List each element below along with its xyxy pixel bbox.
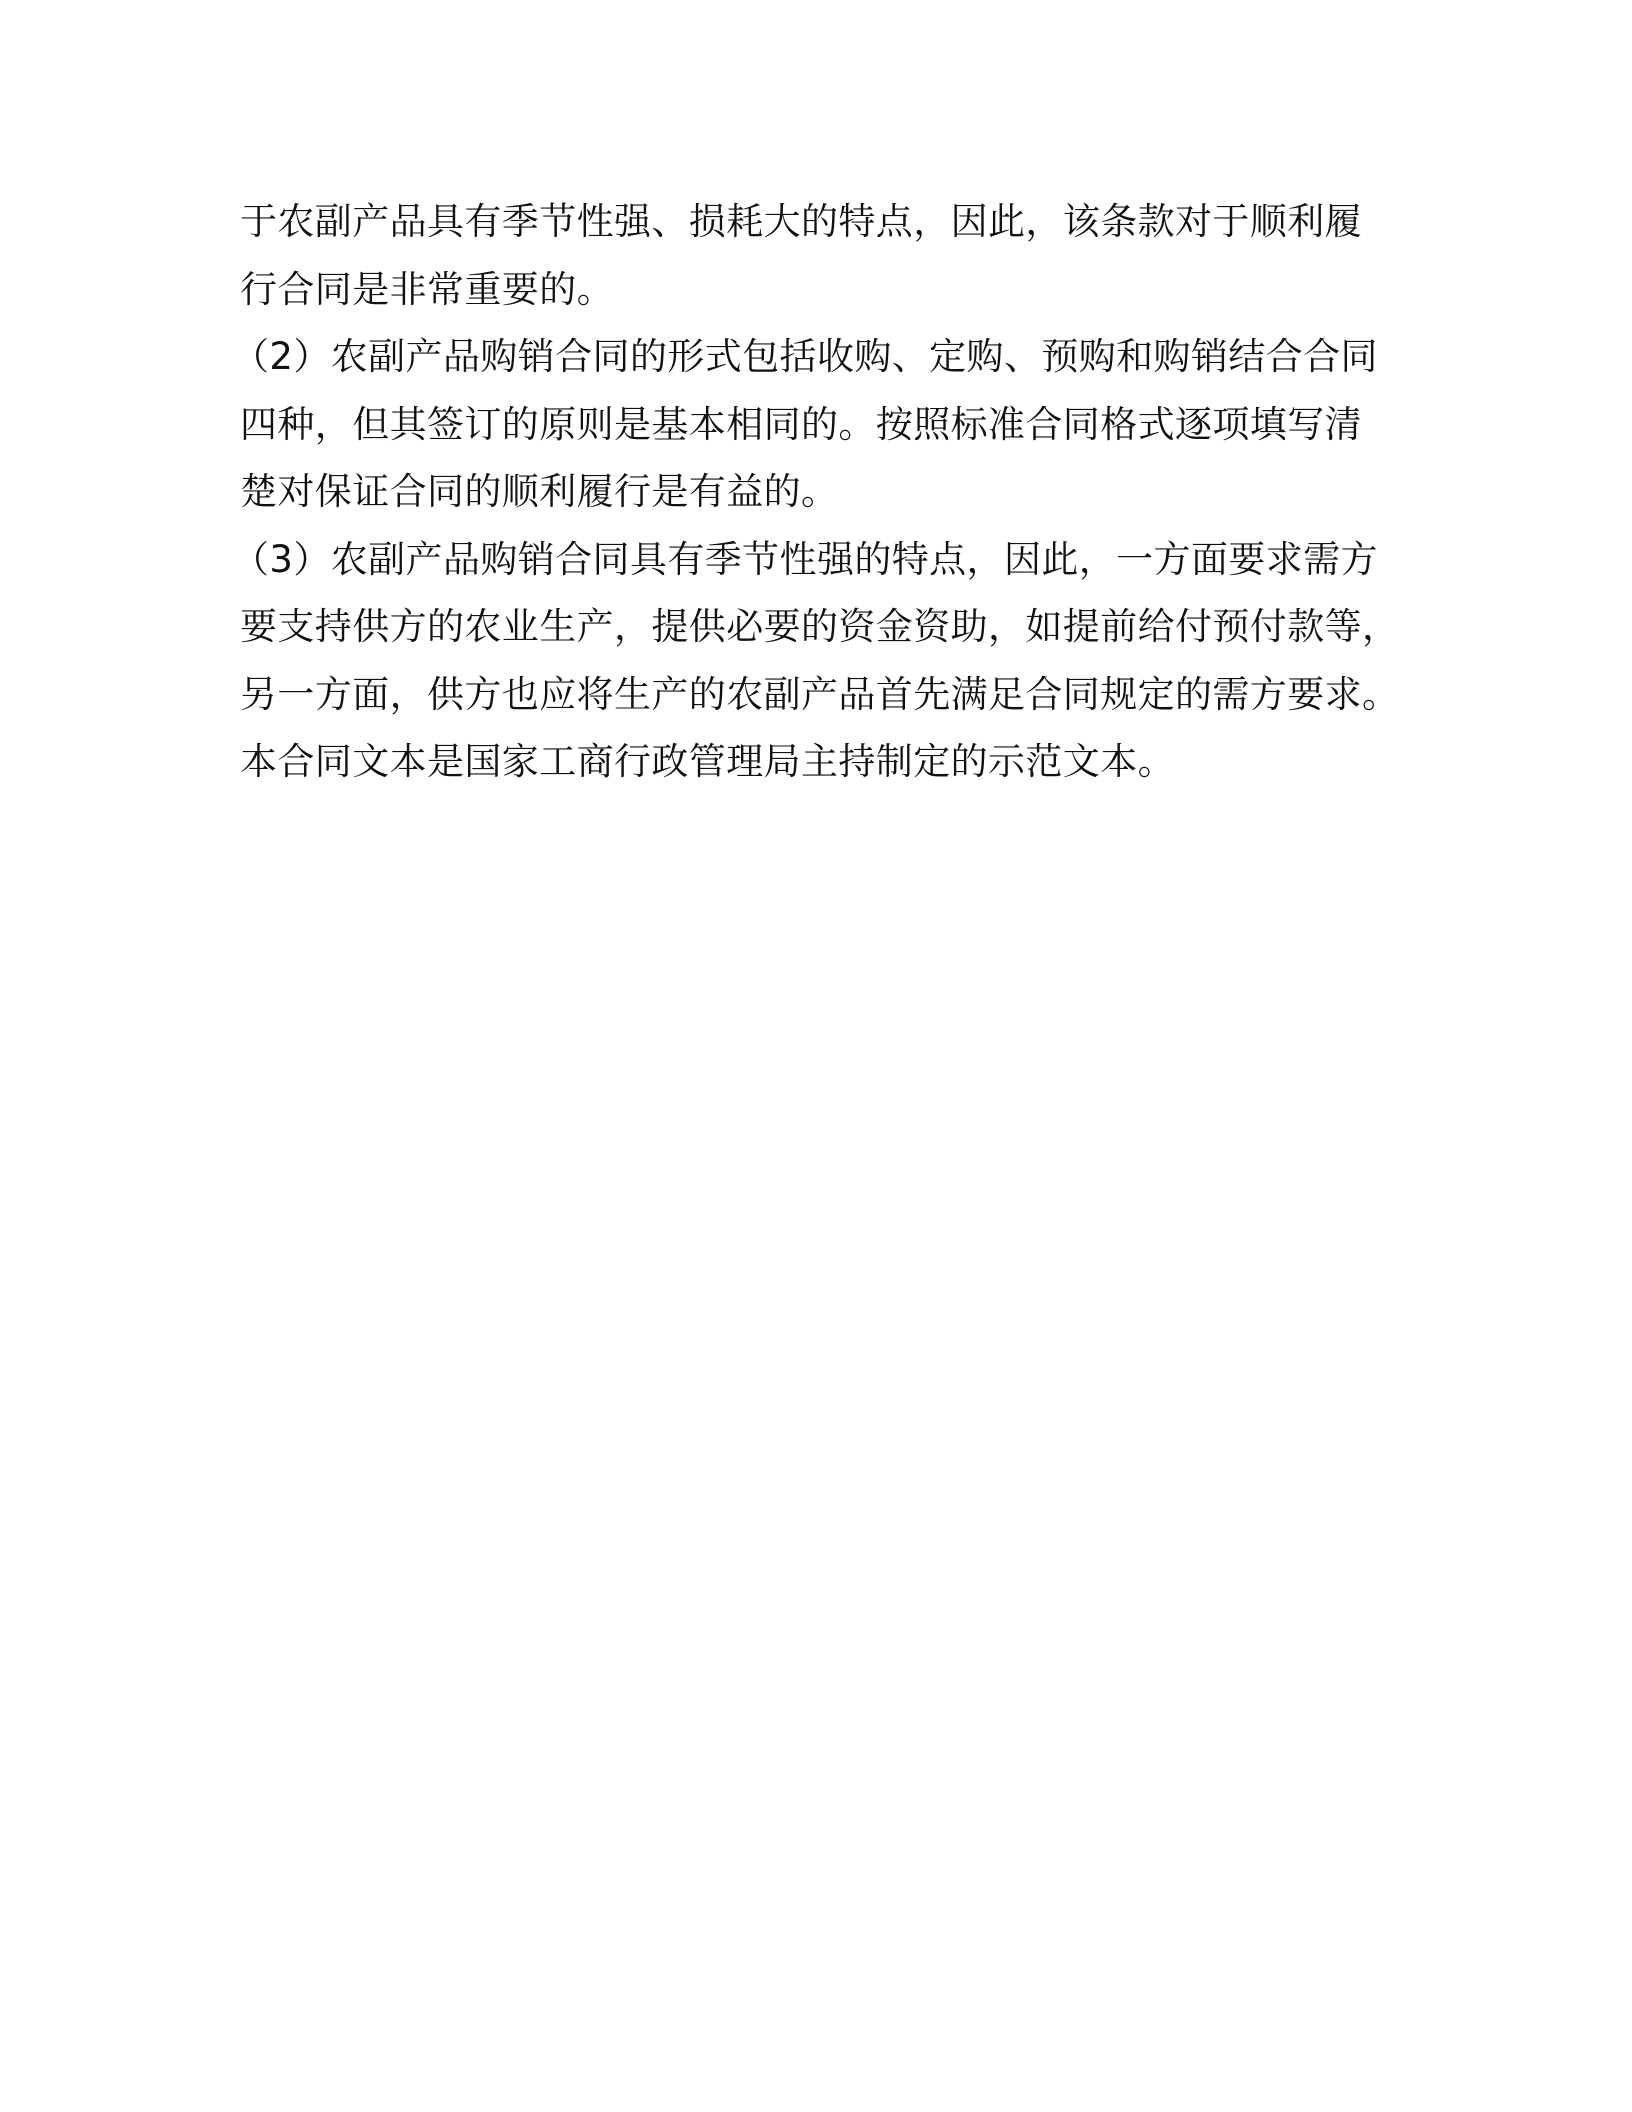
- text-line: 四种，但其签订的原则是基本相同的。按照标准合同格式逐项填写清: [240, 402, 1362, 446]
- text-line: 要支持供方的农业生产，提供必要的资金资助，如提前给付预付款等，: [240, 605, 1400, 648]
- text-line: 楚对保证合同的顺利履行是有益的。: [240, 470, 839, 513]
- text-line: （3）农副产品购销合同具有季节性强的特点，因此，一方面要求需方: [232, 537, 1378, 581]
- text-line: 行合同是非常重要的。: [240, 267, 614, 311]
- text-line: 于农副产品具有季节性强、损耗大的特点，因此，该条款对于顺利履: [240, 200, 1362, 243]
- text-line: 另一方面，供方也应将生产的农副产品首先满足合同规定的需方要求。: [240, 672, 1400, 716]
- text-line: （2）农副产品购销合同的形式包括收购、定购、预购和购销结合合同: [232, 335, 1378, 378]
- document-body: [232, 188, 1400, 796]
- text-line: 本合同文本是国家工商行政管理局主持制定的示范文本。: [240, 740, 1175, 783]
